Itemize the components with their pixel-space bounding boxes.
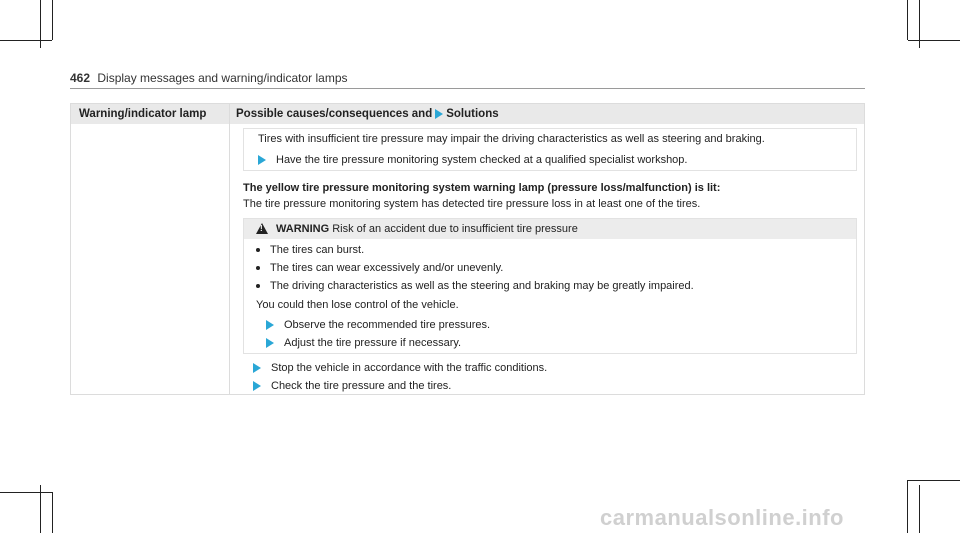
- table-header: [71, 104, 864, 124]
- section-heading: The yellow tire pressure monitoring system warning lamp (pressure loss/malfunction) is lit:: [243, 182, 721, 194]
- warning-step: [266, 319, 490, 331]
- list-item: [256, 244, 364, 256]
- warning-text: Risk of an accident due to insufficient tire pressure: [332, 223, 578, 235]
- intro-step-text: Have the tire pressure monitoring system checked at a qualified specialist workshop.: [276, 154, 688, 166]
- arrow-right-icon: [258, 155, 266, 165]
- arrow-right-icon: [266, 338, 274, 348]
- warning-title: [276, 223, 578, 235]
- crop-mark: [907, 480, 908, 533]
- arrow-right-icon: [253, 381, 261, 391]
- page-number: 462: [70, 71, 91, 85]
- step-text: Adjust the tire pressure if necessary.: [284, 337, 462, 349]
- intro-step: [258, 154, 687, 166]
- col-header-causes: [236, 108, 499, 120]
- list-item: [256, 280, 694, 292]
- final-step: [253, 380, 451, 392]
- crop-mark: [0, 492, 52, 493]
- crop-mark: [0, 40, 52, 41]
- intro-box: [243, 128, 857, 171]
- col-header-suffix: Solutions: [446, 108, 499, 120]
- list-item: [256, 262, 503, 274]
- step-text: Check the tire pressure and the tires.: [271, 380, 452, 392]
- warning-box: [243, 218, 857, 354]
- bullet-text: The tires can burst.: [270, 244, 365, 256]
- crop-mark: [908, 40, 960, 41]
- arrow-right-icon: [253, 363, 261, 373]
- header-rule: [70, 88, 865, 89]
- bullet-text: The tires can wear excessively and/or unevenly.: [270, 262, 504, 274]
- intro-text: Tires with insufficient tire pressure may impair the driving characteristics as well as steering and braking.: [258, 133, 765, 145]
- bullet-icon: [256, 266, 260, 270]
- warning-step: [266, 337, 461, 349]
- crop-mark: [52, 492, 53, 533]
- watermark: carmanualsonline.info: [600, 505, 844, 530]
- section-text: The tire pressure monitoring system has detected tire pressure loss in at least one of the tires.: [243, 198, 701, 210]
- info-table: [70, 103, 865, 395]
- warning-header: [244, 219, 856, 239]
- warning-triangle-icon: [256, 223, 268, 234]
- arrow-right-icon: [435, 109, 443, 119]
- crop-mark: [52, 0, 53, 40]
- page-title: Display messages and warning/indicator lamps: [97, 71, 348, 85]
- step-text: Stop the vehicle in accordance with the traffic conditions.: [271, 362, 548, 374]
- crop-mark: [907, 0, 908, 40]
- final-step: [253, 362, 547, 374]
- arrow-right-icon: [266, 320, 274, 330]
- bullet-text: The driving characteristics as well as the steering and braking may be greatly impaired.: [270, 280, 694, 292]
- crop-mark: [919, 485, 920, 533]
- page-header: [70, 71, 348, 85]
- warning-label: WARNING: [276, 223, 330, 235]
- column-divider: [229, 104, 230, 394]
- col-header-prefix: Possible causes/consequences and: [236, 108, 433, 120]
- col-header-lamp: Warning/indicator lamp: [79, 108, 207, 120]
- step-text: Observe the recommended tire pressures.: [284, 319, 491, 331]
- bullet-icon: [256, 248, 260, 252]
- warning-note: You could then lose control of the vehicle.: [256, 299, 459, 311]
- bullet-icon: [256, 284, 260, 288]
- crop-mark: [908, 480, 960, 481]
